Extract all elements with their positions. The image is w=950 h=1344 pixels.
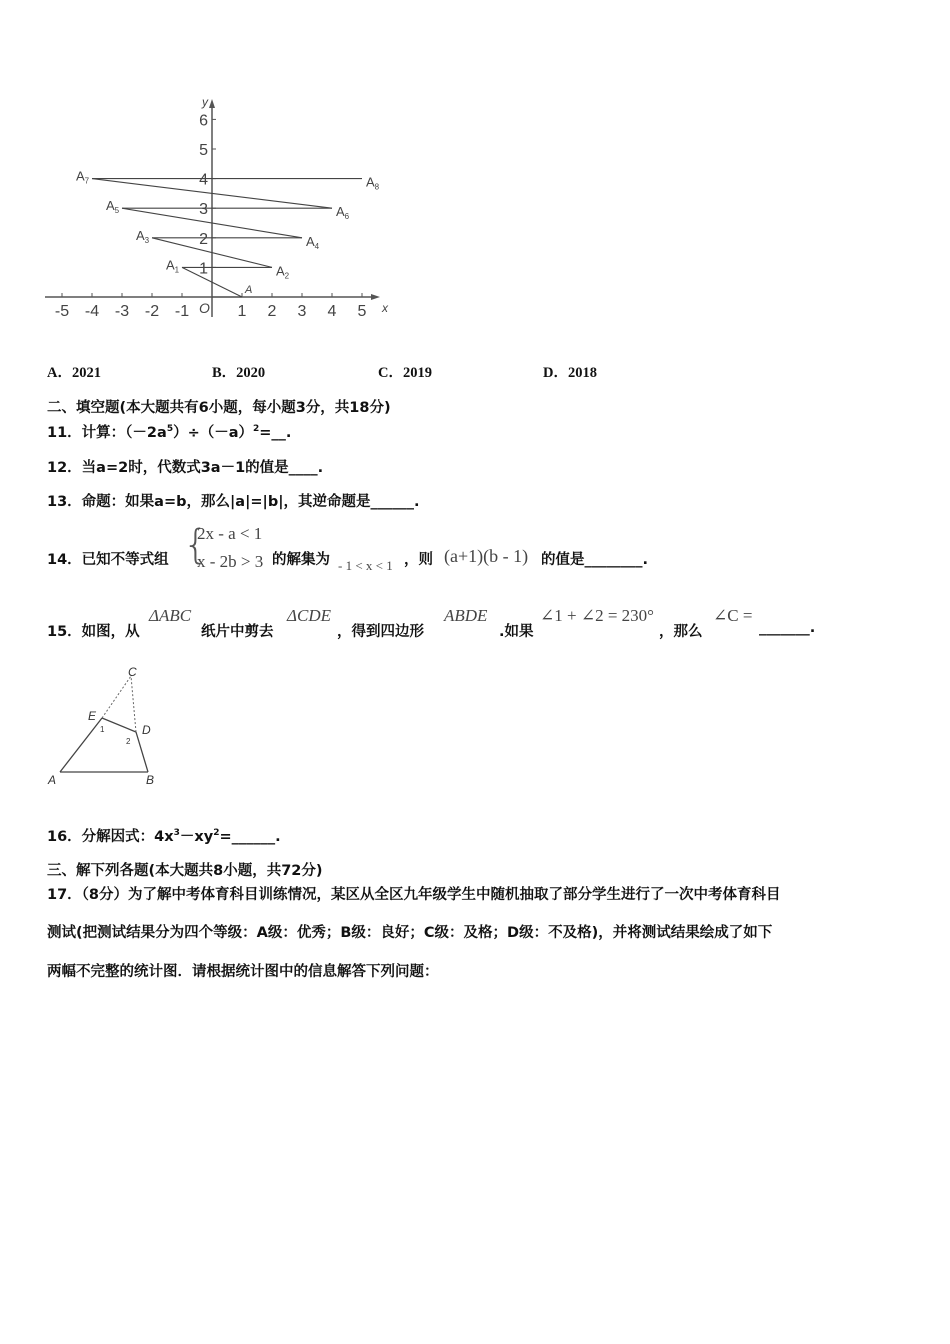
y-tick-label: 2 — [199, 230, 208, 248]
x-tick-label: -5 — [54, 303, 70, 320]
question-17-line-3: 两幅不完整的统计图．请根据统计图中的信息解答下列问题： — [47, 964, 439, 980]
y-tick-label: 5 — [199, 142, 208, 159]
side-bd — [136, 732, 148, 772]
dashed-ec — [102, 676, 131, 718]
label-e: E — [88, 709, 97, 723]
x-tick-label: 1 — [237, 303, 247, 320]
question-17-line-1: 17．（8分）为了解中考体育科目训练情况，某区从全区九年级学生中随机抽取了部分学生进行了一次中考体育科目 — [47, 887, 781, 903]
origin-label: O — [199, 300, 210, 316]
y-tick-label: 3 — [199, 201, 208, 219]
label-b: B — [146, 773, 155, 787]
x-tick-label: -3 — [114, 303, 130, 320]
question-17-line-2: 测试(把测试结果分为四个等级：A级：优秀；B级：良好；C级：及格；D级：不及格)，并将测试结果绘成了如下 — [47, 925, 773, 941]
expression: (a+1)(b - 1) — [444, 546, 529, 566]
point-label: $A_3$ — [136, 227, 150, 245]
x-tick-label: 2 — [267, 303, 277, 320]
y-tick-label: 1 — [199, 260, 208, 278]
side-ed — [102, 718, 136, 732]
section-3-title: 三、解下列各题(本大题共8小题，共72分) — [47, 863, 323, 879]
x-tick-label: 5 — [357, 303, 367, 320]
y-axis-arrow — [209, 99, 215, 108]
point-label: $A_7$ — [76, 168, 90, 186]
question-16: 16．分解因式：$4x^3-xy^2=\_\_\_\_\_\_$. — [47, 828, 281, 845]
point-label: $A_8$ — [366, 174, 380, 192]
side-ae — [60, 718, 102, 772]
label-c: C — [128, 665, 137, 679]
coordinate-spiral-figure — [40, 92, 400, 327]
system-line-1: 2x - a < 1 — [197, 524, 263, 543]
y-tick-label: 4 — [199, 171, 208, 189]
x-axis-arrow — [371, 294, 380, 300]
y-axis-label: y — [202, 95, 208, 109]
x-tick-label: -2 — [144, 303, 160, 320]
x-tick-label: -1 — [174, 303, 190, 320]
x-axis-label: x — [382, 301, 388, 315]
point-label: A — [245, 284, 253, 296]
solution-set: - 1 < x < 1 — [338, 558, 393, 573]
point-label: $A_2$ — [276, 263, 290, 281]
x-tick-label: 3 — [297, 303, 307, 320]
brace-symbol: { — [183, 522, 209, 568]
option-c: C．2019 — [378, 365, 432, 381]
x-tick-label: -4 — [84, 303, 100, 320]
system-line-2: x - 2b > 3 — [197, 552, 264, 571]
triangle-figure — [40, 662, 170, 792]
angle-1-label: 1 — [100, 725, 105, 734]
question-12: 12．当a=2时，代数式3a－1的值是____. — [47, 460, 324, 476]
question-11: 11．计算：$(-2a^5)\div(-a)^2=\_\_$. — [47, 424, 292, 441]
angle-2-label: 2 — [126, 737, 131, 746]
section-2-title: 二、填空题(本大题共有6小题，每小题3分，共18分) — [47, 400, 391, 416]
question-14: 14．已知不等式组 { 2x - a < 1 x - 2b > 3 的解集为 - 1 < x < 1 ，则 (a+1)(b - 1) 的值是________. — [47, 522, 649, 573]
option-b: B．2020 — [212, 365, 266, 381]
label-d: D — [142, 723, 151, 737]
question-15: 15．如图，从 ΔABC 纸片中剪去 ΔCDE ，得到四边形 ABDE .如果 ∠1 + ∠2 = 230° ，那么 ∠C = _______. — [47, 606, 816, 640]
point-label: $A_6$ — [336, 204, 350, 222]
option-a: A．2021 — [47, 365, 101, 381]
option-d: D．2018 — [543, 365, 597, 381]
point-label: $A_1$ — [166, 257, 180, 275]
x-tick-label: 4 — [327, 303, 337, 320]
y-tick-label: 6 — [199, 112, 208, 130]
point-label: $A_4$ — [306, 233, 320, 251]
point-label: $A_5$ — [106, 198, 120, 216]
dashed-dc — [131, 676, 136, 732]
label-a: A — [48, 773, 57, 787]
question-13: 13．命题：如果a=b，那么|a|=|b|，其逆命题是______. — [47, 494, 420, 510]
